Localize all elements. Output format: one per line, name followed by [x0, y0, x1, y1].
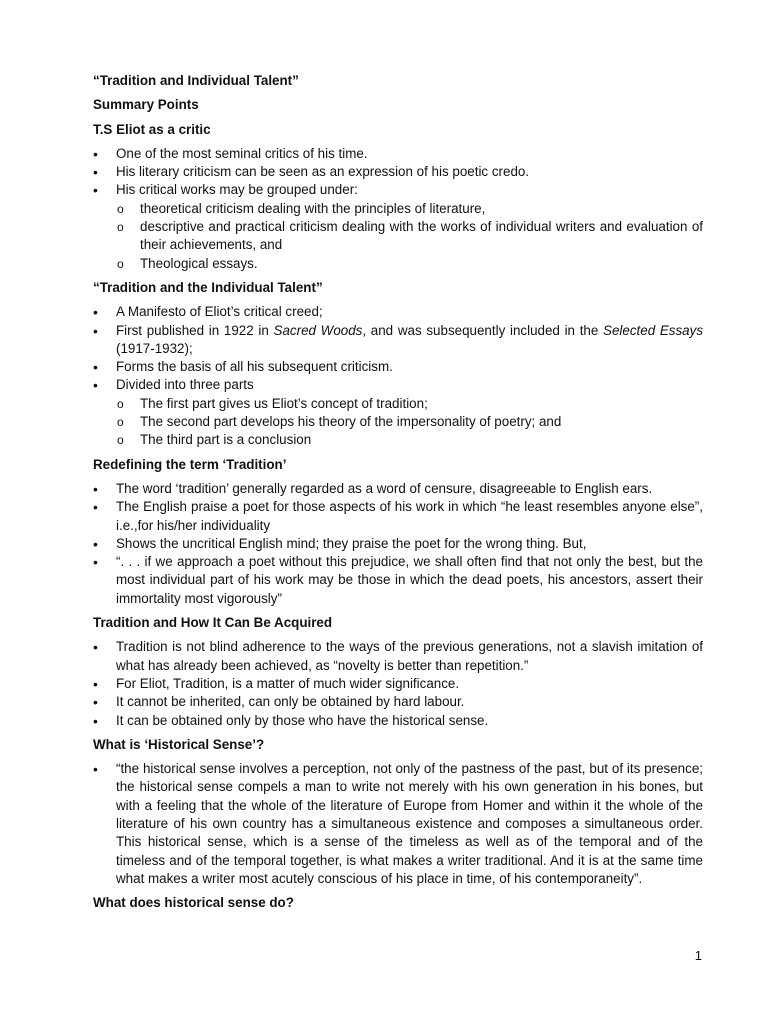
page-number: 1 [694, 948, 702, 963]
bullet-item [93, 638, 703, 675]
sub-item: o The second part develops his theory of the impersonality of poetry; and [93, 413, 703, 431]
document-body [93, 72, 703, 918]
sections-container [93, 121, 703, 913]
sub-list [93, 200, 703, 273]
bullet-item [93, 303, 703, 321]
sub-list [93, 395, 703, 450]
italic-title: Selected Essays [603, 322, 704, 338]
bullet-item [93, 181, 703, 199]
bullet-item [93, 358, 703, 376]
section-heading: What is ‘Historical Sense’? [93, 736, 265, 752]
bullet-list [93, 760, 703, 888]
sub-item: o theoretical criticism dealing with the principles of literature, [93, 200, 703, 218]
document-title: “Tradition and Individual Talent” [93, 73, 299, 88]
bullet-item [93, 712, 703, 730]
section-heading: What does historical sense do? [93, 895, 294, 911]
bullet-text: Tradition is not blind adherence to the ways of the previous generations, not a slavish imitation of what has already been achieved, as “novelty is better than repetition.” [116, 639, 703, 673]
bullet-item [93, 498, 703, 535]
sub-item: o descriptive and practical criticism dealing with the works of individual writers and evaluation of their achievements, and [93, 218, 703, 255]
bullet-item [93, 535, 703, 553]
bullet-item [93, 675, 703, 693]
bullet-item [93, 322, 703, 359]
bullet-text: “the historical sense involves a perception, not only of the pastness of the past, but of its presence; the historical sense compels a man to write not merely with his own generation in his bones, but with a feeling that the whole of the literature of Europe from Homer and within it the whole of the literature of his own country has a simultaneous existence and composes a simultaneous order. This historical sense, which is a sense of the timeless as well as of the temporal and of the timeless and of the temporal together, is what makes a writer traditional. And it is at the same time what makes a writer most acutely conscious of his place in time, of his contemporaneity”. [116, 761, 703, 886]
bullet-item [93, 145, 703, 163]
bullet-text: Divided into three parts [116, 377, 254, 393]
bullet-text: One of the most seminal critics of his time. [116, 145, 368, 161]
bullet-text: The English praise a poet for those aspects of his work in which “he least resembles anyone else”, i.e.,for his/her individuality [116, 499, 703, 533]
bullet-text: For Eliot, Tradition, is a matter of much wider significance. [116, 675, 460, 691]
bullet-list [93, 303, 703, 449]
bullet-item [93, 163, 703, 181]
bullet-item [93, 760, 703, 888]
text-run: (1917-1932); [116, 340, 193, 356]
bullet-list [93, 638, 703, 729]
bullet-text: “. . . if we approach a poet without this prejudice, we shall often find that not only the best, but the most individual part of his work may be those in which the dead poets, his ancestors, assert their immortality most vigorously” [116, 554, 703, 606]
bullet-text: His critical works may be grouped under: [116, 182, 358, 198]
italic-title: Sacred Woods [273, 322, 363, 338]
bullet-text: It cannot be inherited, can only be obtained by hard labour. [116, 694, 465, 710]
bullet-item [93, 376, 703, 394]
sub-item: o The third part is a conclusion [93, 431, 703, 449]
section-heading: Redefining the term ‘Tradition’ [93, 456, 287, 472]
bullet-text: The word ‘tradition’ generally regarded as a word of censure, disagreeable to English ears. [116, 480, 653, 496]
bullet-text: His literary criticism can be seen as an expression of his poetic credo. [116, 164, 530, 180]
text-run: , and was subsequently included in the [362, 322, 604, 338]
bullet-text: Shows the uncritical English mind; they praise the poet for the wrong thing. But, [116, 535, 587, 551]
sub-item: o Theological essays. [93, 255, 703, 273]
bullet-item [93, 553, 703, 608]
sub-item: o The first part gives us Eliot’s concept of tradition; [93, 395, 703, 413]
bullet-list [93, 145, 703, 273]
bullet-text: It can be obtained only by those who have the historical sense. [116, 712, 489, 728]
summary-heading: Summary Points [93, 97, 199, 113]
section-heading: T.S Eliot as a critic [93, 121, 211, 137]
bullet-text: A Manifesto of Eliot’s critical creed; [116, 304, 323, 320]
bullet-list [93, 480, 703, 608]
section-heading: Tradition and How It Can Be Acquired [93, 615, 333, 631]
bullet-item [93, 693, 703, 711]
text-run: First published in 1922 in [116, 322, 274, 338]
bullet-text: Forms the basis of all his subsequent criticism. [116, 359, 393, 375]
section-heading: “Tradition and the Individual Talent” [93, 279, 323, 295]
bullet-item [93, 480, 703, 498]
